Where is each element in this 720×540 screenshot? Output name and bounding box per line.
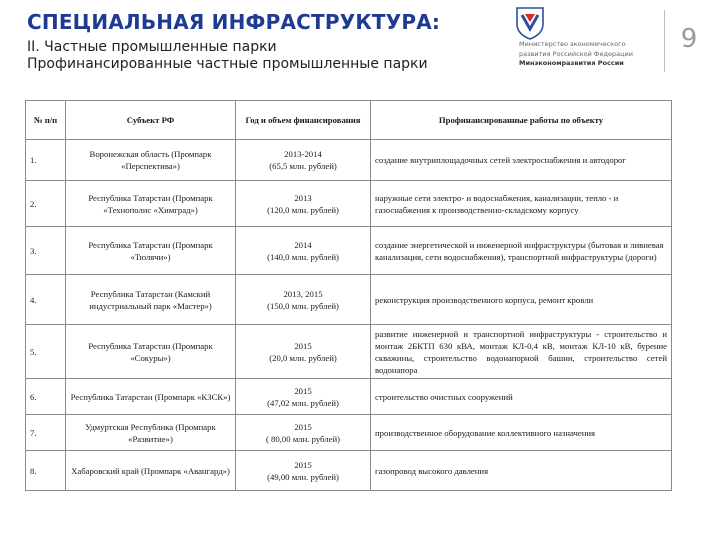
page-title: СПЕЦИАЛЬНАЯ ИНФРАСТРУКТУРА: (27, 10, 441, 34)
column-header-num: № п/п (26, 101, 66, 140)
row-number: 1. (26, 140, 66, 181)
row-amount: (49,00 млн. рублей) (267, 471, 339, 482)
row-year (236, 227, 371, 275)
page-number: 9 (680, 24, 698, 54)
row-works: строительство очистных сооружений (371, 379, 672, 415)
ministry-line-2: развития Российской Федерации (519, 49, 633, 58)
row-subject: Республика Татарстан (Промпарк «Технополис «Химград») (66, 181, 236, 227)
row-amount: ( 80,00 млн. рублей) (265, 433, 340, 444)
row-subject: Республика Татарстан (Промпарк «КЗСК») (66, 379, 236, 415)
row-amount: (47,02 млн. рублей) (267, 397, 339, 408)
row-amount: (120,0 млн. рублей) (267, 204, 339, 215)
header-divider (664, 10, 665, 72)
ministry-emblem-icon (515, 6, 545, 40)
row-amount: (140,0 млн. рублей) (267, 251, 339, 262)
column-header-subject: Субъект РФ (66, 101, 236, 140)
row-number: 3. (26, 227, 66, 275)
row-number: 5. (26, 325, 66, 379)
table-row (26, 415, 672, 451)
row-works: газопровод высокого давления (371, 451, 672, 491)
row-number: 6. (26, 379, 66, 415)
row-year (236, 451, 371, 491)
table-row (26, 379, 672, 415)
row-year-value: 2013, 2015 (283, 288, 323, 299)
row-year-value: 2013 (294, 192, 312, 203)
row-year-value: 2015 (294, 459, 312, 470)
table-row (26, 181, 672, 227)
row-year-value: 2015 (294, 340, 312, 351)
table-row (26, 451, 672, 491)
row-works: реконструкция производственного корпуса, ремонт кровли (371, 275, 672, 325)
parks-table (25, 100, 672, 491)
row-year (236, 140, 371, 181)
row-year-value: 2014 (294, 239, 312, 250)
row-year-value: 2015 (294, 385, 312, 396)
row-amount: (20,0 млн. рублей) (269, 352, 337, 363)
row-year (236, 275, 371, 325)
row-number: 4. (26, 275, 66, 325)
ministry-line-3: Минэкономразвития России (519, 59, 624, 67)
row-amount: (65,5 млн. рублей) (269, 161, 337, 171)
ministry-line-1: Министерство экономического (519, 40, 626, 48)
row-works: производственное оборудование коллективного назначения (371, 415, 672, 451)
table-header-row (26, 101, 672, 140)
row-works: создание энергетической и инженерной инфраструктуры (бытовая и ливневая канализация, сети водоснабжения), транспортной инфраструктуры (дороги) (371, 227, 672, 275)
row-subject: Республика Татарстан (Промпарк «Тюлячи») (66, 227, 236, 275)
row-number: 2. (26, 181, 66, 227)
row-works: наружные сети электро- и водоснабжения, канализации, тепло - и газоснабжения к производственно-складскому корпусу (371, 181, 672, 227)
section-subtitle-2: Профинансированные частные промышленные парки (27, 56, 428, 72)
row-works: создание внутриплощадочных сетей электроснабжения и автодорог (371, 140, 672, 181)
table-row (26, 140, 672, 181)
ministry-caption (519, 40, 633, 69)
row-year (236, 181, 371, 227)
row-subject: Республика Татарстан (Камский индустриальный парк «Мастер») (66, 275, 236, 325)
row-subject: Хабаровский край (Промпарк «Авангард») (66, 451, 236, 491)
row-subject: Воронежская область (Промпарк «Перспектива») (66, 140, 236, 181)
row-year (236, 379, 371, 415)
row-amount: (150,0 млн. рублей) (267, 300, 339, 311)
row-number: 7. (26, 415, 66, 451)
table-row (26, 227, 672, 275)
table-row (26, 275, 672, 325)
row-year-value: 2013-2014 (284, 149, 322, 159)
column-header-year: Год и объем финансирования (236, 101, 371, 140)
row-subject: Республика Татарстан (Промпарк «Сокуры») (66, 325, 236, 379)
row-works: развитие инженерной и транспортной инфраструктуры - строительство и монтаж 2БКТП 630 кВА, монтаж КЛ-0,4 кВ, монтаж КЛ-10 кВ, бурение скважины, строительство водонапорной башни, строительство сетей водонапора (371, 325, 672, 379)
row-year-value: 2015 (294, 421, 312, 432)
row-subject: Удмуртская Республика (Промпарк «Развитие») (66, 415, 236, 451)
row-year (236, 415, 371, 451)
row-number: 8. (26, 451, 66, 491)
table-row (26, 325, 672, 379)
section-subtitle: II. Частные промышленные парки (27, 39, 277, 55)
row-year (236, 325, 371, 379)
column-header-works: Профинансированные работы по объекту (371, 101, 672, 140)
